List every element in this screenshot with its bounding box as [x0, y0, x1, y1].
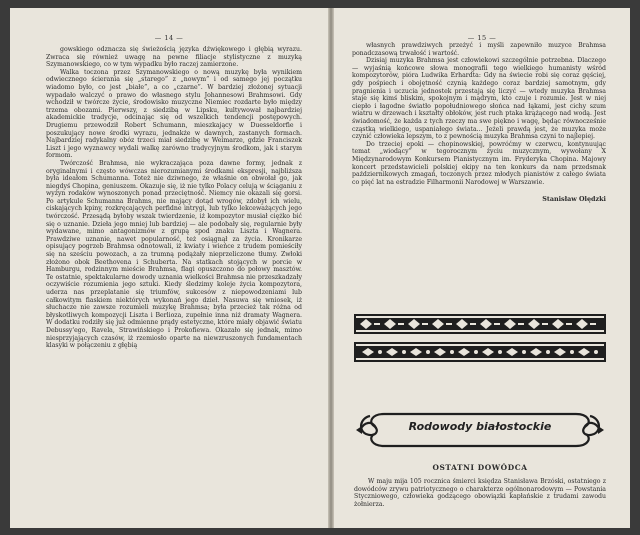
right-page: [334, 8, 630, 528]
section-banner-title: Rodowody białostockie: [408, 420, 552, 433]
article-column: [352, 42, 606, 204]
article-heading: OSTATNI DOWÓDCA: [432, 463, 528, 472]
article-column: [46, 46, 302, 350]
author-signature: Stanisław Olędzki: [542, 195, 606, 204]
paragraph: gowskiego odznacza się świeżością języka dźwiękowego i głębią wyrazu. Zwraca się również uwagę na pewne filiacje stylistyczne z muzyką Szymanowskiego, co w tym wypadku było raczej zamierzone.: [46, 46, 302, 69]
magazine-spread: [10, 8, 630, 528]
left-page: [10, 8, 328, 528]
paragraph: Do trzeciej epoki — chopinowskiej, powróćmy w czerwcu, kontynuując temat „wiodący” w tegorocznym życiu muzycznym, wywołany X Międzynarodowym Konkursem Pianistycznym im. Fryderyka Chopina. Majowy koncert przedstawicieli polskiej ekipy na ten konkurs da nam przedsmak październikowych zmagań, toczonych przez młodych pianistów z całego świata co pięć lat na estradzie Filharmonii Narodowej w Warszawie.: [352, 140, 606, 186]
paragraph: własnych prawdziwych przeżyć i myśli zapewniło muzyce Brahmsa ponadczasową trwałość i wartość.: [352, 42, 606, 57]
section-banner: [354, 408, 606, 452]
page-number: — 15 —: [467, 34, 497, 42]
page-number: — 14 —: [154, 34, 184, 42]
paragraph: Dzisiaj muzyka Brahmsa jest człowiekowi szczególnie potrzebna. Dlaczego — wyjaśnią końcowe słowa monografii tego wielkiego humanisty wśród kompozytorów, pióra Ludwika Erhardta: Gdy na świecie robi się coraz gęściej, gdy pośpiech i obojętność czynią każdego coraz bardziej samotnym, gdy pragnienia i uczucia jednostek przestają się liczyć — wtedy muzyka Brahmsa staje się kimś bliskim, spokojnym i mądrym, kto czuje i rozumie. Jest w niej ciepło i łagodne światło popołudniowego słońca nad łąkami, jest cichy szum wiatru w drzewach i kształty obłoków, jest ruch ptaka krążącego nad wodą. Jest świadomość, że każda z tych rzeczy ma swe piękno i wagę, będąc równocześnie cząstką wielkiego, uspaniałego świata... Jeżeli prawdą jest, że muzyka może czynić człowieka lepszym, to z pewnością muzyka Brahmsa czyni to najlepiej.: [352, 57, 606, 141]
folk-ornament-divider: [354, 342, 606, 362]
paragraph: Walka toczona przez Szymanowskiego o nową muzykę była wynikiem odwiecznego ścierania się „starego” z „nowym” i od samego jej początku wiadomo było, co jest „białe”, a co „czarne”. W bardziej złożonej sytuacji wypadało walczyć o prawo do własnego stylu Johannesowi Brahmsowi. Gdy wchodził w twórcze życie, środowisko muzyczne Niemiec rozdarte było między trzema obozami. Pierwszy, z siedzibą w Lipsku, kultywował najbardziej akademickie tradycje, odcinając się od wszelkich tendencji postępowych. Drugiemu przewodził Robert Schumann, mieszkający w Duesseldorfie i poszukujący nowe środki wyrazu, jednakże w dawnych, zastanych formach. Najbardziej radykalny obóz trzeci miał siedzibę w Weimarze, gdzie Franciszek Liszt i jego wyznawcy wydali walkę zarówno tradycyjnym środkom, jak i starym formom.: [46, 68, 302, 160]
paragraph: W maju mija 105 rocznica śmierci księdza Stanisława Brzóski, ostatniego z dowódców zrywu patriotycznego o charakterze ogólnonarodowym — Powstania Styczniowego, człowieka godzącego obowiązki kapłańskie z trudami zawodu żołnierza.: [354, 478, 606, 508]
article-lead: [354, 478, 606, 508]
folk-ornament-divider: [354, 314, 606, 334]
paragraph: Twórczość Brahmsa, nie wykraczająca poza dawne formy, jednak z oryginalnymi i często wówczas nierozumianymi środkami ekspresji, najbliższa była ideałom Schumanna. Toteż nie dziwnego, że właśnie on obwołał go, jak niegdyś Chopina, geniuszem. Okazuje się, iż nie tylko Polacy celują w ściąganiu z wyżyn rodaków wynoszonych ponad przeciętność. Niemcy nie okazali się gorsi. Po artykule Schumanna Brahms, nie mający dotąd wrogów, zdobył ich wielu, ciskających kpiny, rozkręcających perfidne intrygi, lub tylko lekceważących jego twórczość. Przesądą byłoby wszak twierdzenie, iż kompozytor musiał ciężko bić się o uznanie. Dzieła jego mniej lub bardziej — ale podobały się, regularnie były wydawane, mimo antagonizmów z grupą spod znaku Liszta i Wagnera. Prawdziwe uznanie, nawet popularność, też osiągnął za życia. Kronikarze opisujący pogrzeb Brahmsa odnotowali, iż kwiaty i wieńce z trudem pomieściły się na sześciu powozach, a za trumną podążały nieprzeliczone tłumy. Zwłoki złożono obok Beethovena i Schuberta. Na statkach stojących w porcie w Hamburgu, rodzinnym mieście Brahmsa, flagi opuszczono do połowy masztów. Te ostatnie, spektakularne dowody uznania wielkości Brahmsa nie przeszkadzały oczywiście rozumienia jego sztuki. Kiedy śledzimy koleje życia kompozytora, uderza nas przeplatanie się triumfów, sukcesów z niepowodzeniami lub całkowitym fiaskiem niektórych wykonań jego dzieł. Nasuwa się wniosek, iż słuchacze nie zawsze rozumieli muzykę Brahmsa; była przecież tak różna od błyskotliwych kompozycji Liszta i Berlioza, zupełnie inna niż dramaty Wagnera. W dodatku rodziły się już odmienne prądy estetyczne, które miały objawić światu Debussy'ego, Ravela, Strawińskiego i Prokofiewa. Okazało się jednak, mimo niesprzyjających czasów, iż rzemiosło oparte na niewzruszonych fundamentach klasyki w połączeniu z głębią: [46, 159, 302, 350]
